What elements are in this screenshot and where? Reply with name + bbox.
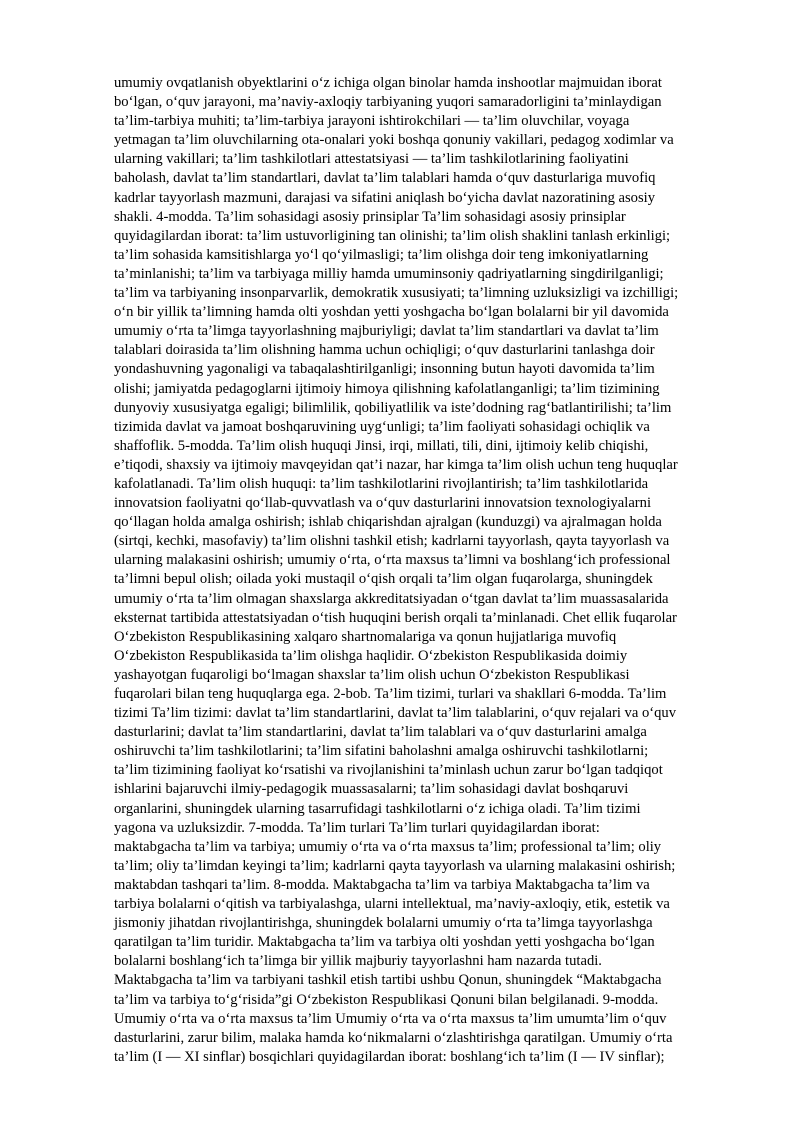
text-line: baholash, davlat ta’lim standartlari, davlat ta’lim talablari hamda o‘quv dasturlariga muvofiq [114,170,656,187]
text-line: dasturlarini, zarur bilim, malaka hamda ko‘nikmalarni o‘zlashtirishga qaratilgan. Umumiy o‘rta [114,1029,673,1046]
text-line: organlarini, shuningdek ularning tasarrufidagi tashkilotlarni o‘z ichiga oladi. Ta’lim tizimi [114,800,641,817]
text-line: tizimi Ta’lim tizimi: davlat ta’lim standartlarini, davlat ta’lim talablarini, o‘quv rejalari va o‘quv [114,705,677,722]
text-line: ta’lim sohasida kamsitishlarga yo‘l qo‘yilmasligi; ta’lim olishga doir teng imkoniyatlarning [114,246,649,263]
text-line: bo‘lgan, o‘quv jarayoni, ma’naviy-axloqiy tarbiyaning yuqori samaradorligini ta’minlaydigan [114,94,662,111]
text-line: kafolatlanadi. Ta’lim olish huquqi: ta’lim tashkilotlarini rivojlantirish; ta’lim tashkilotlarida [114,475,649,492]
text-line: fuqarolari bilan teng huquqlarga ega. 2-bob. Ta’lim tizimi, turlari va shakllari 6-modda. Ta’lim [114,686,667,702]
text-line: eksternat tartibida attestatsiyadan o‘tish huquqini berish orqali ta’minlanadi. Chet ellik fuqarolar [114,609,677,626]
text-line: tizimida davlat va jamoat boshqaruvining uyg‘unligi; ta’lim faoliyati sohasidagi ochiqlik va [114,418,650,435]
text-line: ta’limni bepul olish; oilada yoki mustaqil o‘qish orqali ta’lim olgan fuqarolarga, shuningdek [114,571,653,588]
text-line: Maktabgacha ta’lim va tarbiyani tashkil etish tartibi ushbu Qonun, shuningdek “Maktabgacha [114,972,662,989]
text-line: ta’lim va tarbiya to‘g‘risida”gi O‘zbekiston Respublikasi Qonuni bilan belgilanadi. 9-modda. [114,991,659,1008]
text-line: dunyoviy xususiyatga egaligi; bilimlilik, qobiliyatlilik va iste’dodning rag‘batlantirilishi; ta’lim [114,399,672,416]
document-body-text [114,74,736,1067]
text-line: shaffoflik. 5-modda. Ta’lim olish huquqi Jinsi, irqi, millati, tili, dini, ijtimoiy kelib chiqishi, [114,437,649,454]
text-line: kadrlar tayyorlash mazmuni, darajasi va sifatini aniqlash bo‘yicha davlat nazoratining asosiy [114,189,656,206]
text-line: yagona va uzluksizdir. 7-modda. Ta’lim turlari Ta’lim turlari quyidagilardan iborat: [114,819,600,836]
text-line: umumiy ovqatlanish obyektlarini o‘z ichiga olgan binolar hamda inshootlar majmuidan iborat [114,75,662,91]
text-line: ularning vakillari; ta’lim tashkilotlari attestatsiyasi — ta’lim tashkilotlarining faoliyatini [114,151,629,168]
text-line: oshiruvchi ta’lim tashkilotlarini; ta’lim sifatini baholashni amalga oshiruvchi tashkilotlarni; [114,743,649,760]
document-page [114,74,736,1067]
text-line: talablari doirasida ta’lim olishning hamma uchun ochiqligi; o‘quv dasturlarini tanlashga doir [114,342,655,359]
text-line: O‘zbekiston Respublikasida ta’lim olishga haqlidir. O‘zbekiston Respublikasida doimiy [114,647,628,664]
text-line: shakli. 4-modda. Ta’lim sohasidagi asosiy prinsiplar Ta’lim sohasidagi asosiy prinsiplar [114,208,626,225]
text-line: ularning malakasini oshirish; umumiy o‘rta, o‘rta maxsus ta’limni va boshlang‘ich professional [114,552,671,569]
text-line: ta’lim tizimining faoliyat ko‘rsatishi va rivojlanishini ta’minlash uchun zarur bo‘lgan tadqiqot [114,762,663,779]
text-line: (sirtqi, kechki, masofaviy) ta’lim olishni tashkil etish; kadrlarni tayyorlash, qayta tayyorlash va [114,533,670,550]
text-line: qaratilgan ta’lim turidir. Maktabgacha ta’lim va tarbiya olti yoshdan yetti yoshgacha bo‘lgan [114,934,655,951]
text-line: dasturlarini; davlat ta’lim standartlarini, davlat ta’lim talablari va o‘quv dasturlarini amalga [114,724,647,741]
text-line: ta’lim va tarbiyaning insonparvarlik, demokratik xususiyati; ta’limning uzluksizligi va izchilligi; [114,285,679,302]
text-line: umumiy o‘rta ta’limga tayyorlashning majburiyligi; davlat ta’lim standartlari va davlat ta’lim [114,323,659,340]
text-line: quyidagilardan iborat: ta’lim ustuvorligining tan olinishi; ta’lim olish shaklini tanlash erkinligi; [114,227,671,244]
text-line: innovatsion faoliyatni qo‘llab-quvvatlash va o‘quv dasturlarini innovatsion texnologiyalarni [114,495,652,512]
text-line: qo‘llagan holda amalga oshirish; ishlab chiqarishdan ajralgan (kunduzgi) va ajralmagan holda [114,514,662,531]
text-line: e’tiqodi, shaxsiy va ijtimoiy mavqeyidan qat’i nazar, har kimga ta’lim olish uchun teng huquqlar [114,456,678,473]
text-line: tarbiya bolalarni o‘qitish va tarbiyalashga, ularni intellektual, ma’naviy-axloqiy, etik, estetik va [114,896,670,913]
text-line: ta’lim-tarbiya muhiti; ta’lim-tarbiya jarayoni ishtirokchilari — ta’lim oluvchilar, voyaga [114,113,630,130]
text-line: ta’lim (I — XI sinflar) bosqichlari quyidagilardan iborat: boshlang‘ich ta’lim (I — IV sinflar); [114,1048,665,1065]
text-line: umumiy o‘rta ta’lim olmagan shaxslarga akkreditatsiyadan o‘tgan davlat ta’lim muassasalarida [114,590,669,607]
text-line: ta’minlanishi; ta’lim va tarbiyaga milliy hamda umuminsoniy qadriyatlarning singdirilganligi; [114,265,664,282]
text-line: olishi; jamiyatda pedagoglarni ijtimoiy himoya qilishning kafolatlanganligi; ta’lim tizimining [114,380,660,397]
text-line: bolalarni boshlang‘ich ta’limga bir yillik majburiy tayyorlashni ham nazarda tutadi. [114,953,602,970]
text-line: yondashuvning yagonaligi va tabaqalashtirilganligi; insonning butun hayoti davomida ta’lim [114,361,655,378]
text-line: maktabdan tashqari ta’lim. 8-modda. Maktabgacha ta’lim va tarbiya Maktabgacha ta’lim va [114,876,650,893]
text-line: Umumiy o‘rta va o‘rta maxsus ta’lim Umumiy o‘rta va o‘rta maxsus ta’lim umumta’lim o‘quv [114,1010,667,1027]
text-line: jismoniy jihatdan rivojlantirishga, shuningdek bolalarni umumiy o‘rta ta’limga tayyorlashga [114,915,653,932]
text-line: ishlarini bajaruvchi ilmiy-pedagogik muassasalarni; ta’lim sohasidagi davlat boshqaruvi [114,781,629,798]
text-line: yashayotgan fuqaroligi bo‘lmagan shaxslar ta’lim olish uchun O‘zbekiston Respublikasi [114,666,630,683]
text-line: O‘zbekiston Respublikasining xalqaro shartnomalariga va qonun hujjatlariga muvofiq [114,628,617,645]
text-line: ta’lim; oliy ta’limdan keyingi ta’lim; kadrlarni qayta tayyorlash va ularning malakasini oshirish; [114,857,676,874]
text-line: o‘n bir yillik ta’limning hamda olti yoshdan yetti yoshgacha bo‘lgan bolalarni bir yil davomida [114,304,669,321]
text-line: yetmagan ta’lim oluvchilarning ota-onalari yoki boshqa qonuniy vakillari, pedagog xodimlar va [114,132,674,149]
text-line: maktabgacha ta’lim va tarbiya; umumiy o‘rta va o‘rta maxsus ta’lim; professional ta’lim; oliy [114,838,662,855]
